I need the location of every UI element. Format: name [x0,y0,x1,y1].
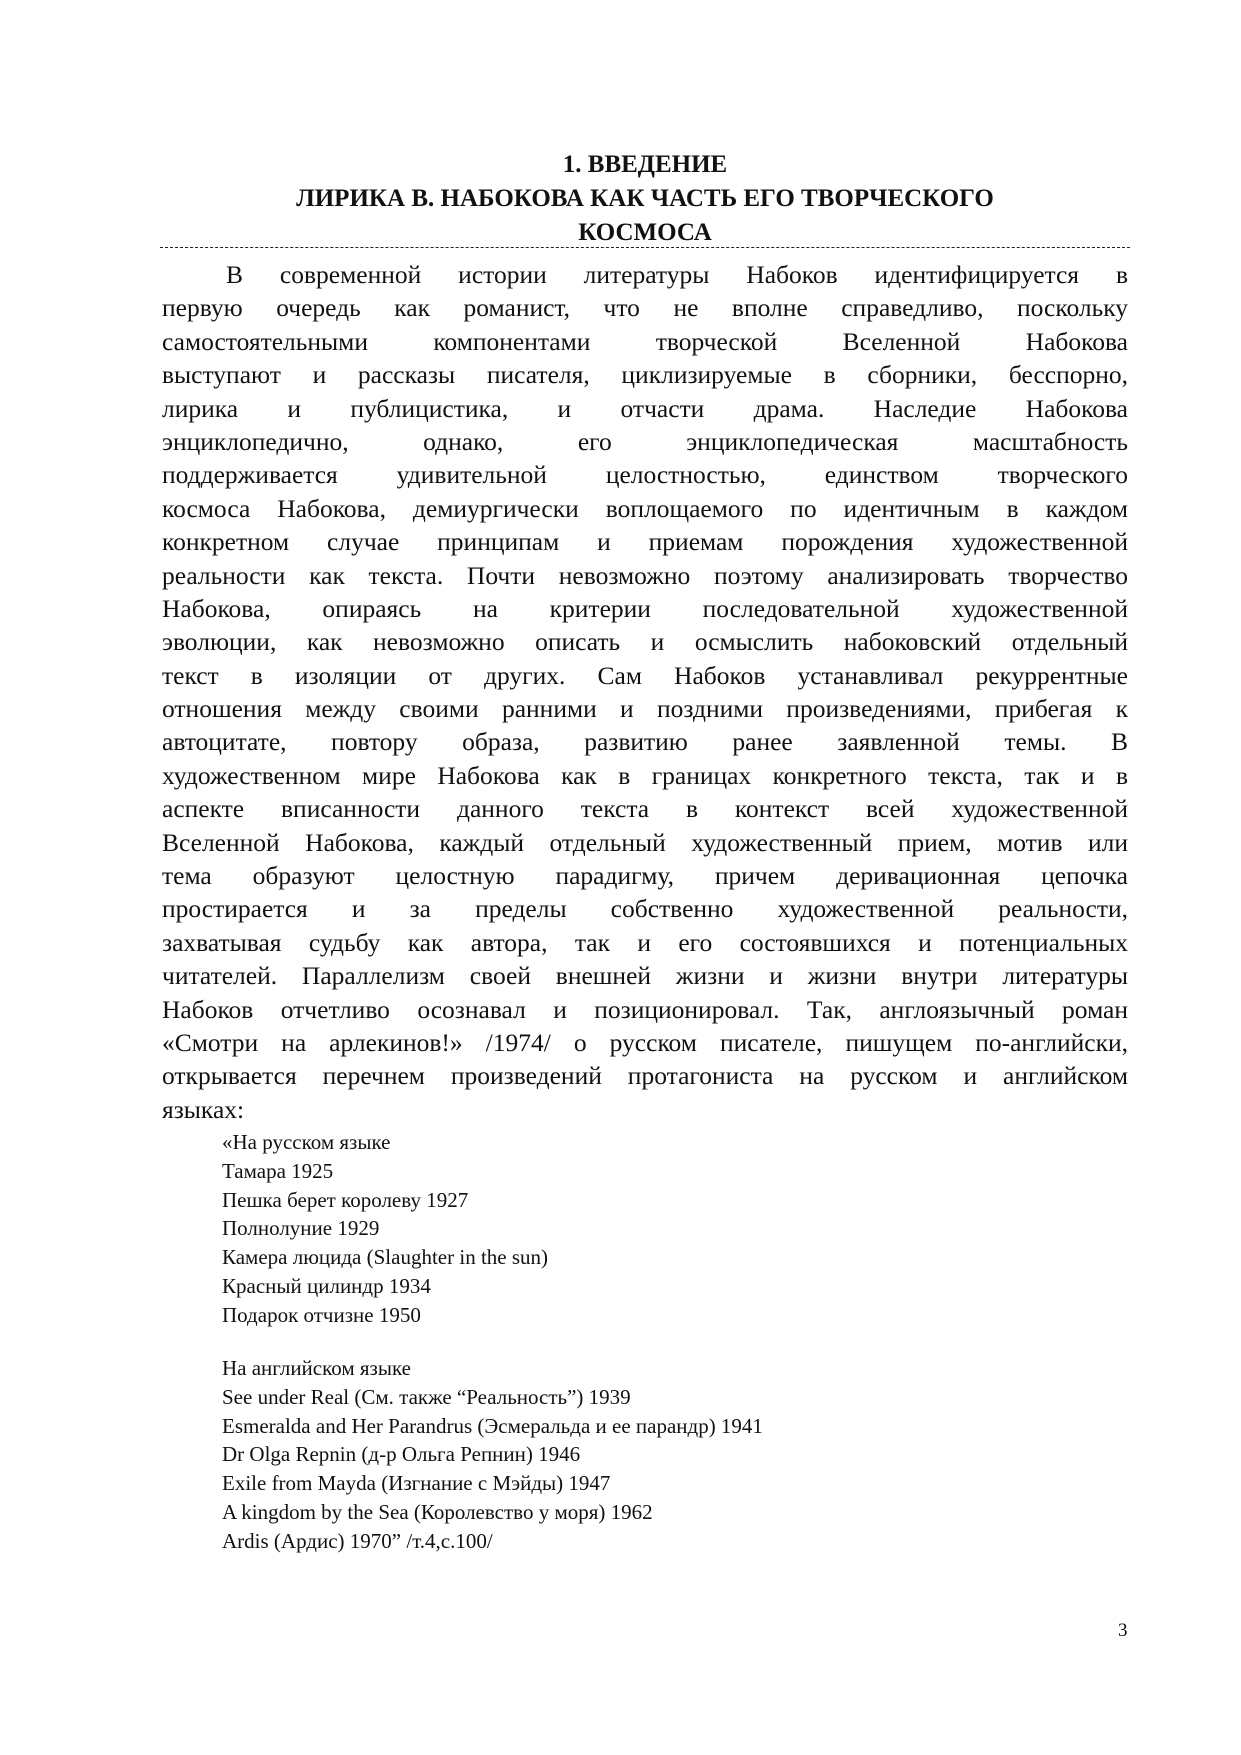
quote-line: Ardis (Ардис) 1970” /т.4,с.100/ [222,1528,493,1553]
paragraph-line: эволюции, как невозможно описать и осмыслить набоковский отдельный [162,627,1128,657]
paragraph-line: выступают и рассказы писателя, циклизируемые в сборники, бесспорно, [162,360,1128,390]
quote-english-works [222,1354,763,1556]
quote-line: Dr Olga Repnin (д-р Ольга Репнин) 1946 [222,1442,581,1467]
paragraph-line: «Смотри на арлекинов!» /1974/ о русском писателе, пишущем по-английски, [162,1027,1128,1057]
quote-line: Exile from Mayda (Изгнание с Мэйды) 1947 [222,1471,611,1496]
heading-title-line: ЛИРИКА В. НАБОКОВА КАК ЧАСТЬ ЕГО ТВОРЧЕСКОГО [296,185,994,212]
paragraph-line: открывается перечнем произведений протагониста на русском и английском [162,1061,1128,1091]
paragraph-line: простирается и за пределы собственно художественной реальности, [162,894,1128,924]
quote-line: Esmeralda and Her Parandrus (Эсмеральда и ее парандр) 1941 [222,1413,763,1438]
paragraph-line: читателей. Параллелизм своей внешней жизни и жизни внутри литературы [162,961,1128,991]
quote-line: A kingdom by the Sea (Королевство у моря) 1962 [222,1499,653,1524]
paragraph-line: первую очередь как романист, что не вполне справедливо, поскольку [162,293,1128,323]
paragraph-line: аспекте вписанности данного текста в контекст всей художественной [162,794,1128,824]
paragraph-line: энциклопедично, однако, его энциклопедическая масштабность [162,426,1128,456]
paragraph-line: космоса Набокова, демиургически воплощаемого по идентичным в каждом [162,493,1128,523]
paragraph-line: конкретном случае принципам и приемам порождения художественной [162,527,1128,557]
paragraph-line: тема образуют целостную парадигму, причем деривационная цепочка [162,861,1128,891]
quote-line: See under Real (См. также “Реальность”) 1939 [222,1384,631,1409]
paragraph-line: Набокова, опираясь на критерии последовательной художественной [162,593,1128,623]
heading-section-number: 1. ВВЕДЕНИЕ [562,151,728,178]
quote-line: Полнолуние 1929 [222,1216,380,1241]
paragraph-line: языках: [162,1094,245,1124]
paragraph-line: Набоков отчетливо осознавал и позиционировал. Так, англоязычный роман [162,994,1128,1024]
paragraph-line: В современной истории литературы Набоков идентифицируется в [226,260,1128,289]
heading-title-line: КОСМОСА [578,219,712,246]
quote-line: «На русском языке [222,1130,391,1154]
quote-line: На английском языке [222,1356,411,1380]
paragraph-line: лирика и публицистика, и отчасти драма. Наследие Набокова [162,393,1128,423]
quote-line: Камера люцида (Slaughter in the sun) [222,1245,549,1270]
quote-line: Пешка берет королеву 1927 [222,1187,469,1212]
paragraph-line: отношения между своими ранними и поздними произведениями, прибегая к [162,694,1128,724]
quote-russian-works [222,1128,548,1330]
paragraph-line: захватывая судьбу как автора, так и его состоявшихся и потенциальных [162,927,1128,957]
paragraph-line: поддерживается удивительной целостностью, единством творческого [162,460,1128,490]
paragraph-line: Вселенной Набокова, каждый отдельный художественный прием, мотив или [162,827,1128,857]
paragraph-line: автоцитате, повтору образа, развитию ранее заявленной темы. В [162,727,1128,757]
paragraph-line: художественном мире Набокова как в границах конкретного текста, так и в [162,760,1128,790]
paragraph-line: самостоятельными компонентами творческой Вселенной Набокова [162,326,1128,356]
quote-line: Подарок отчизне 1950 [222,1302,421,1327]
quote-line: Тамара 1925 [222,1158,334,1183]
paragraph-line: текст в изоляции от других. Сам Набоков устанавливал рекуррентные [162,660,1128,690]
quote-line: Красный цилиндр 1934 [222,1273,431,1298]
dashed-divider [160,247,1130,248]
page-number: 3 [1118,1620,1128,1641]
paragraph-line: реальности как текста. Почти невозможно поэтому анализировать творчество [162,560,1128,590]
body-paragraph [162,258,1128,1126]
